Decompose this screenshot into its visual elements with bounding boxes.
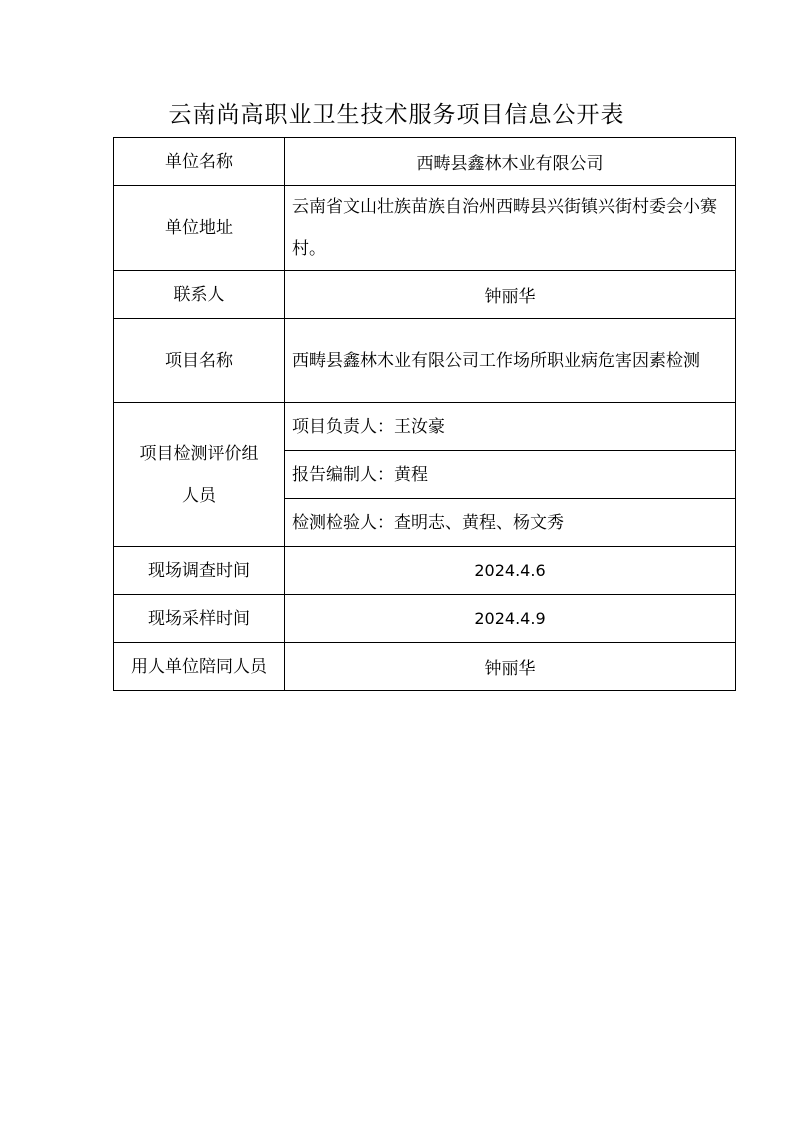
team-label <box>114 403 285 547</box>
accompany-label: 用人单位陪同人员 <box>114 643 285 691</box>
sampling-time-label: 现场采样时间 <box>114 595 285 643</box>
contact-value: 钟丽华 <box>285 271 736 319</box>
info-table <box>113 137 736 691</box>
document-title: 云南尚高职业卫生技术服务项目信息公开表 <box>168 102 625 128</box>
unit-name-label: 单位名称 <box>114 138 285 186</box>
row-project-name <box>114 319 736 403</box>
row-team-leader <box>114 403 736 451</box>
unit-address-value: 云南省文山壮族苗族自治州西畴县兴街镇兴街村委会小赛村。 <box>285 186 736 271</box>
row-accompany <box>114 643 736 691</box>
row-unit-name <box>114 138 736 186</box>
contact-label: 联系人 <box>114 271 285 319</box>
project-name-label: 项目名称 <box>114 319 285 403</box>
row-contact <box>114 271 736 319</box>
accompany-value: 钟丽华 <box>285 643 736 691</box>
row-unit-address <box>114 186 736 271</box>
survey-time-label: 现场调查时间 <box>114 547 285 595</box>
survey-time-value: 2024.4.6 <box>285 547 736 595</box>
row-sampling-time <box>114 595 736 643</box>
team-member-inspectors: 检测检验人：查明志、黄程、杨文秀 <box>285 499 736 547</box>
team-member-leader: 项目负责人：王汝豪 <box>285 403 736 451</box>
team-member-author: 报告编制人：黄程 <box>285 451 736 499</box>
team-label-text: 项目检测评价组人员 <box>139 443 259 506</box>
sampling-time-value: 2024.4.9 <box>285 595 736 643</box>
unit-address-label: 单位地址 <box>114 186 285 271</box>
unit-name-value: 西畴县鑫林木业有限公司 <box>285 138 736 186</box>
project-name-value: 西畴县鑫林木业有限公司工作场所职业病危害因素检测 <box>285 319 736 403</box>
row-survey-time <box>114 547 736 595</box>
